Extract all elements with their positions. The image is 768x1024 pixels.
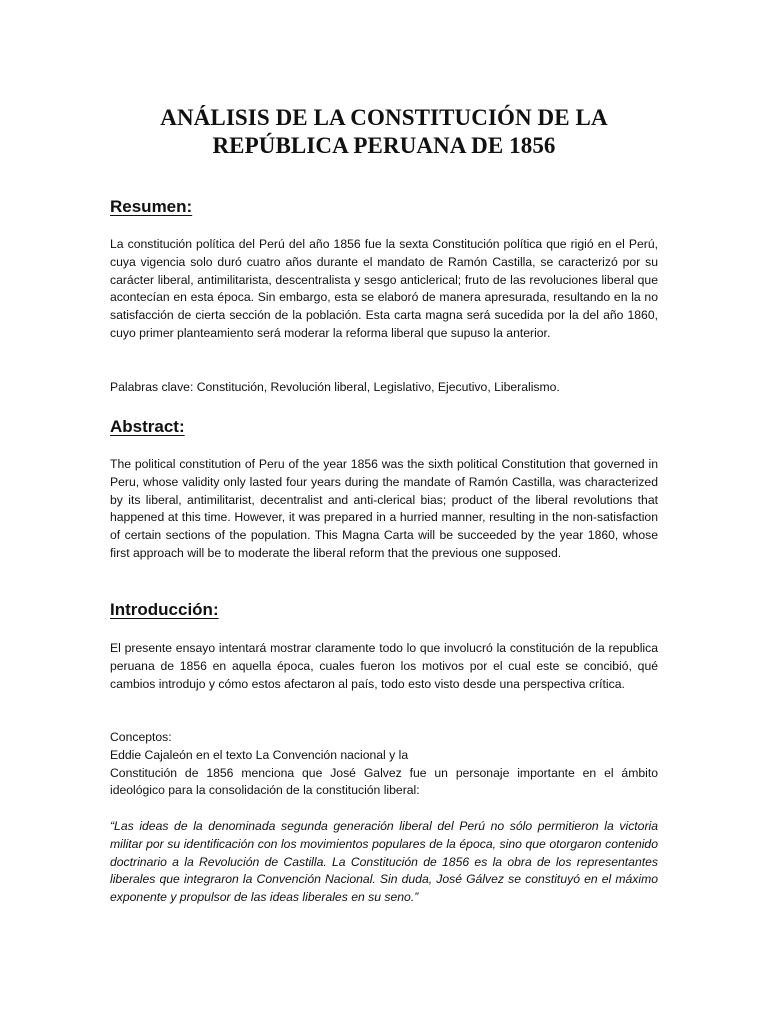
abstract-paragraph: The political constitution of Peru of the year 1856 was the sixth political Constitution that governed in Peru, whose validity only lasted four years during the mandate of Ramón Castilla, was characterized by its liberal, antimilitarist, decentralist and anti-clerical bias; product of the liberal revolutions that happened at this time. However, it was prepared in a hurried manner, resulting in the non-satisfaction of certain sections of the population. This Magna Carta will be succeeded by the year 1860, whose first approach will be to moderate the liberal reform that the previous one supposed. <box>110 457 658 560</box>
concepts-block <box>110 729 658 800</box>
title-line-1: ANÁLISIS DE LA CONSTITUCIÓN DE LA <box>160 105 608 130</box>
document-title <box>110 104 658 160</box>
concepts-line-1: Eddie Cajaleón en el texto La Convención nacional y la <box>110 747 409 762</box>
introduccion-paragraph: El presente ensayo intentará mostrar claramente todo lo que involucró la constitución de la republica peruana de 1856 en aquella época, cuales fueron los motivos por el cual este se concibió, qué cambios introdujo y cómo estos afectaron al país, todo esto visto desde una perspectiva crítica. <box>110 641 658 691</box>
concepts-line-2: Constitución de 1856 menciona que José Galvez fue un personaje importante en el ámbito ideológico para la consolidación de la constitución liberal: <box>110 765 658 798</box>
introduccion-heading: Introducción: <box>110 600 219 619</box>
resumen-heading: Resumen: <box>110 197 193 216</box>
title-line-2: REPÚBLICA PERUANA DE 1856 <box>212 133 556 158</box>
document-page <box>110 0 658 1024</box>
resumen-paragraph: La constitución política del Perú del año 1856 fue la sexta Constitución política que rigió en el Perú, cuya vigencia solo duró cuatro años durante el mandato de Ramón Castilla, se caracterizó por su carácter liberal, antimilitarista, descentralista y sesgo anticlerical; fruto de las revoluciones liberal que acontecían en esta época. Sin embargo, esta se elaboró de manera apresurada, resultando en la no satisfacción de cierta sección de la población. Esta carta magna será sucedida por la del año 1860, cuyo primer planteamiento será moderar la reforma liberal que supuso la anterior. <box>110 237 658 340</box>
abstract-heading: Abstract: <box>110 417 185 436</box>
quote-paragraph: “Las ideas de la denominada segunda generación liberal del Perú no sólo permitieron la victoria militar por su identificación con los movimientos populares de la época, sino que otorgaron contenido doctrinario a la Revolución de Castilla. La Constitución de 1856 es la obra de los representantes liberales que integraron la Convención Nacional. Sin duda, José Gálvez se constituyó en el máximo exponente y propulsor de las ideas liberales en su seno.” <box>110 819 658 905</box>
keywords-paragraph: Palabras clave: Constitución, Revolución liberal, Legislativo, Ejecutivo, Liberalismo. <box>110 380 560 394</box>
concepts-label: Conceptos: <box>110 730 172 744</box>
